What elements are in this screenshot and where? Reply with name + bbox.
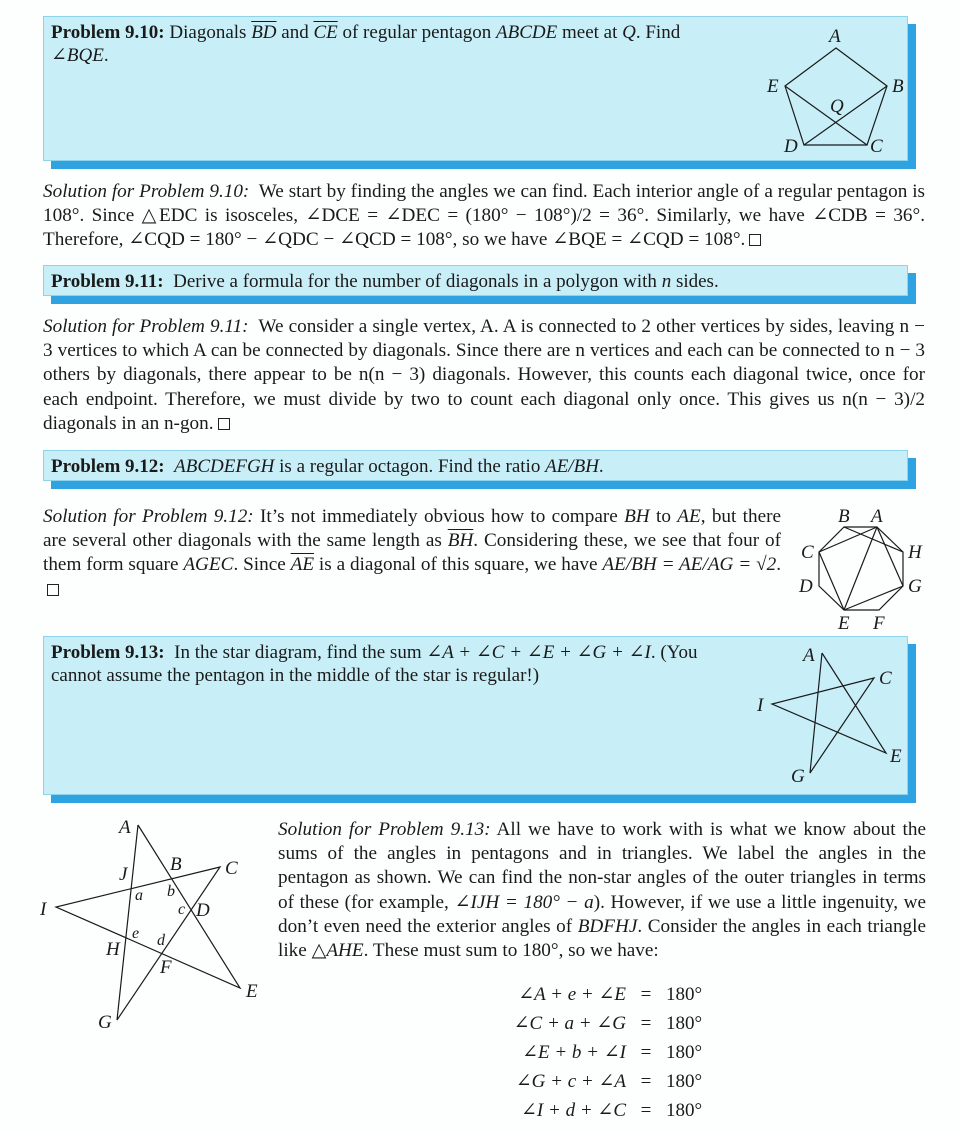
star-outline	[772, 653, 886, 773]
angle-label-e: e	[132, 925, 140, 942]
vertex-label-d: D	[196, 900, 210, 921]
vertex-label-b: B	[170, 854, 182, 875]
problem-text: In the star diagram, find the sum ∠A + ∠C + ∠E + ∠G + ∠I. (You cannot assume the pentagon in the middle of the star is regular!)	[51, 642, 698, 686]
solution-label: Solution for Problem 9.13:	[278, 819, 491, 840]
equation-row: ∠A + e + ∠E = 180°	[518, 983, 703, 1005]
angle-label-b: b	[167, 883, 175, 900]
solution-label: Solution for Problem 9.10:	[43, 181, 250, 202]
vertex-label-q: Q	[830, 96, 844, 117]
problem-text: Diagonals $\overline{BD}$ and $\overline{CE}$ of regular pentagon ABCDE meet at Q. Find ∠BQE.	[51, 22, 681, 66]
angle-label-c: c	[178, 901, 186, 918]
vertex-label-g: G	[791, 766, 805, 787]
solution-text: We start by finding the angles we can find. Each interior angle of a regular pentagon is 108°. Since △EDC is isosceles, ∠DCE = ∠DEC = (180° − 108°)/2 = 36°. Similarly, we have ∠CDB = 36°. Therefore, ∠CQD = 180° − ∠QDC − ∠QCD = 108°, so we have ∠BQE = ∠CQD = 108°.	[43, 181, 925, 251]
vertex-label-a: A	[829, 26, 841, 47]
equation-row: ∠G + c + ∠A = 180°	[515, 1070, 703, 1092]
vertex-label-e: E	[890, 746, 902, 767]
problem-label: Problem 9.11:	[51, 271, 164, 292]
vertex-label-e: E	[838, 613, 850, 634]
problem-label: Problem 9.13:	[51, 642, 165, 663]
vertex-label-g: G	[908, 576, 922, 597]
equation-list	[490, 980, 726, 1125]
vertex-label-e: E	[767, 76, 779, 97]
angle-label-d: d	[157, 932, 165, 949]
vertex-label-a: A	[871, 506, 883, 527]
vertex-label-a: A	[803, 645, 815, 666]
problem-label: Problem 9.10:	[51, 22, 165, 43]
vertex-label-b: B	[892, 76, 904, 97]
vertex-label-h: H	[908, 542, 922, 563]
vertex-label-i: I	[40, 899, 47, 920]
solution-label: Solution for Problem 9.11:	[43, 316, 249, 337]
equation-row: ∠E + b + ∠I = 180°	[522, 1041, 703, 1063]
equation-row: ∠C + a + ∠G = 180°	[513, 1012, 703, 1034]
vertex-label-c: C	[801, 542, 814, 563]
vertex-label-h: H	[106, 939, 120, 960]
vertex-label-j: J	[119, 864, 128, 885]
solution-text: We consider a single vertex, A. A is connected to 2 other vertices by sides, leaving n − 3 vertices to which A can be connected by diagonals. Since there are n vertices and each can be connected to n − 3 others by diagonals, there appear to be n(n − 3) diagonals. However, this counts each diagonal twice, once for each endpoint. Therefore, we must divide by two to count each diagonal only once. This gives us n(n − 3)/2 diagonals in an n-gon.	[43, 316, 926, 434]
angle-label-a: a	[135, 887, 143, 904]
solution-text: All we have to work with is what we know about the sums of the angles in pentagons and in triangles. We label the angles in the pentagon as shown. We can find the non-star angles of the outer triangles in terms of these (for example, ∠IJH = 180° − a). However, if we use a little ingenuity, we don’t even need the exterior angles of BDFHJ. Consider the angles in each triangle like △AHE. These must sum to 180°, so we have:	[278, 819, 926, 962]
vertex-label-f: F	[873, 613, 885, 634]
vertex-label-c: C	[870, 136, 883, 157]
vertex-label-c: C	[879, 668, 892, 689]
star-outline	[56, 825, 240, 1020]
labeled-star-figure	[0, 0, 300, 1133]
vertex-label-g: G	[98, 1012, 112, 1033]
equation-row: ∠I + d + ∠C = 180°	[521, 1099, 703, 1121]
vertex-label-e: E	[246, 981, 258, 1002]
problem-label: Problem 9.12:	[51, 456, 165, 477]
problem-text: ABCDEFGH is a regular octagon. Find the ratio AE/BH.	[174, 456, 604, 477]
vertex-label-a: A	[119, 817, 131, 838]
solution-label: Solution for Problem 9.12:	[43, 506, 254, 527]
vertex-label-d: D	[799, 576, 813, 597]
vertex-label-b: B	[838, 506, 850, 527]
vertex-label-d: D	[784, 136, 798, 157]
solution-text: It’s not immediately obvious how to compare BH to AE, but there are several other diagonals with the same length as $\overline{BH}$. Considering these, we see that four of them form square AGEC. Since $\overline{AE}$ is a diagonal of this square, we have AE/BH = AE/AG = √2.	[43, 506, 782, 576]
solution-9-13	[278, 818, 926, 963]
vertex-label-c: C	[225, 858, 238, 879]
problem-text: Derive a formula for the number of diagonals in a polygon with n sides.	[173, 271, 719, 292]
vertex-label-f: F	[160, 957, 172, 978]
vertex-label-i: I	[757, 695, 764, 716]
